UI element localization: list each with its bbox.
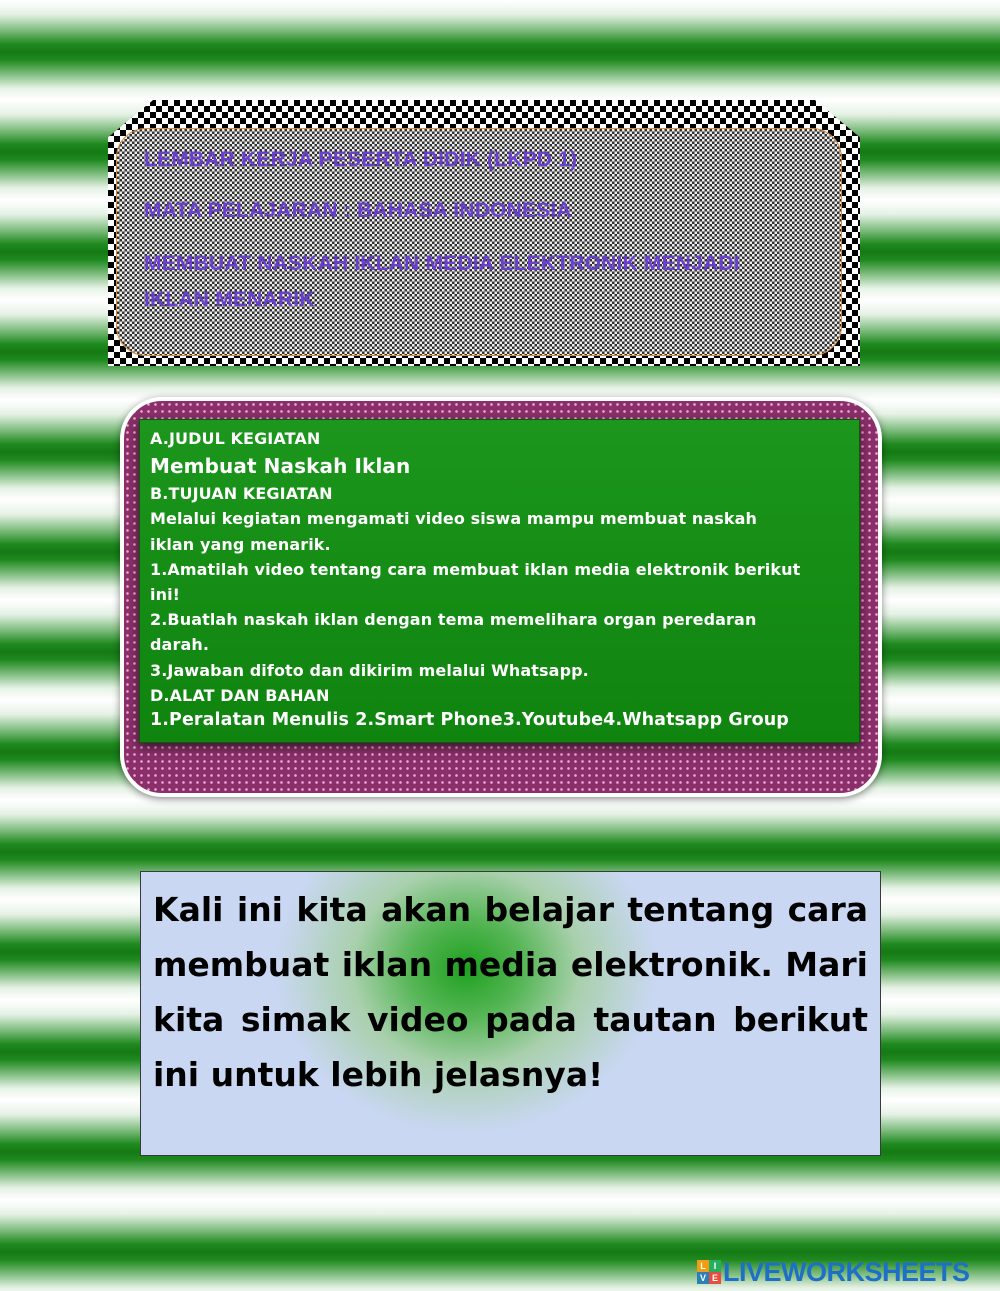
logo-mark-l: L (697, 1260, 709, 1272)
alat-list: 1.Peralatan Menulis 2.Smart Phone3.Youtube4.Whatsapp Group (150, 710, 789, 731)
logo-text: LIVEWORKSHEETS (723, 1256, 970, 1287)
step-2-line-2: darah. (150, 635, 210, 655)
judul-heading: A.JUDUL KEGIATAN (150, 429, 321, 448)
step-1-line-1: 1.Amatilah video tentang cara membuat iklan media elektronik berikut (150, 559, 801, 579)
logo-mark-e: E (709, 1272, 721, 1284)
step-1-line-2: ini! (150, 585, 181, 605)
worksheet-title: LEMBAR KERJA PESERTA DIDIK (LKPD 1) (144, 148, 578, 171)
tujuan-text-2: iklan yang menarik. (150, 534, 331, 554)
activity-card (139, 419, 860, 743)
alat-heading: D.ALAT DAN BAHAN (150, 685, 330, 705)
logo-mark-icon (697, 1260, 721, 1284)
intro-text: Kali ini kita akan belajar tentang cara membuat iklan media elektronik. Mari kita simak video pada tautan berikut ini untuk lebih jelasnya! (153, 890, 868, 1094)
liveworksheets-logo[interactable] (697, 1256, 970, 1288)
logo-mark-v: V (697, 1272, 709, 1284)
step-3: 3.Jawaban difoto dan dikirim melalui Whatsapp. (150, 660, 589, 680)
topic-line-1: MEMBUAT NASKAH IKLAN MEDIA ELEKTRONIK MENJADI (144, 252, 740, 275)
logo-mark-i: I (709, 1260, 721, 1272)
tujuan-text-1: Melalui kegiatan mengamati video siswa mampu membuat naskah (150, 509, 758, 529)
topic-line-2: IKLAN MENARIK (144, 288, 315, 311)
tujuan-heading: B.TUJUAN KEGIATAN (150, 484, 333, 504)
subject-label: MATA PELAJARAN : BAHASA INDONESIA (144, 199, 572, 222)
step-2-line-1: 2.Buatlah naskah iklan dengan tema memelihara organ peredaran (150, 610, 757, 630)
judul-text: Membuat Naskah Iklan (150, 454, 411, 479)
intro-box (140, 871, 881, 1156)
